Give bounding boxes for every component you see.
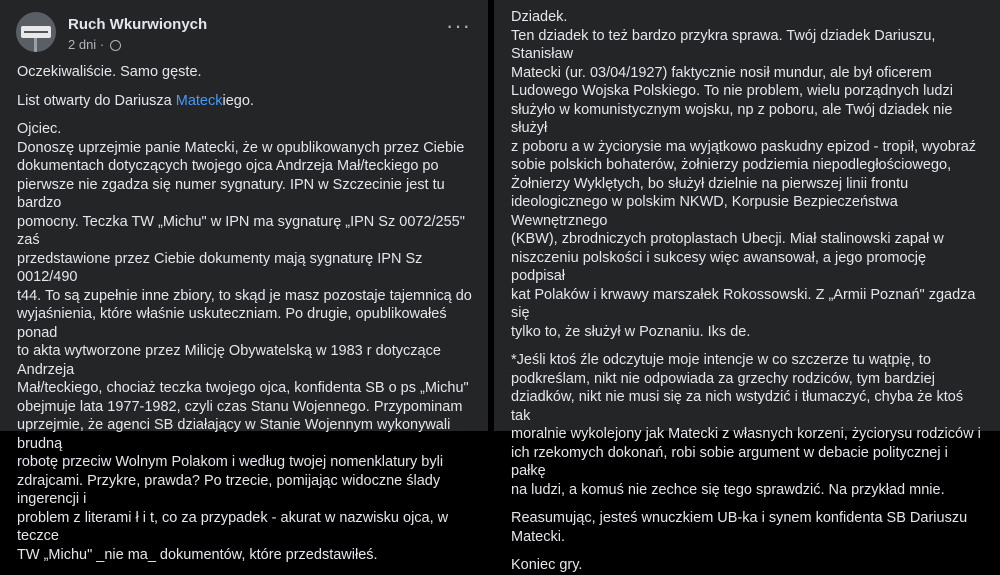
post-body-summary: Reasumując, jesteś wnuczkiem UB-ka i synem konfidenta SB Dariuszu Matecki. [511, 510, 968, 545]
post-card-left [0, 0, 488, 563]
post-body-disclaimer: *Jeśli ktoś źle odczytuje moje intencje w co szczerze tu wątpię, to podkreślam, nikt nie odpowiada za grzechy rodziców, tym bardziej dziadków, nikt nie musi się za nich wstydzić i tłumaczyć, chyba że ktoś tak moralnie wykolejony jak Matecki z własnych korzeni, życiorysu rodziców i ich rzekomych dokonań, robi sobie argument w debacie politycznej i pałkę na ludzi, a komuś nie zechce się tego sprawdzić. Na przykład mnie. [511, 352, 981, 498]
post-intro: Oczekiwaliście. Samo gęste. [17, 64, 202, 80]
post-body-ending: Koniec gry. [511, 557, 583, 573]
avatar-sign-image [21, 26, 51, 38]
avatar[interactable] [16, 12, 56, 52]
post-text-left [17, 63, 477, 564]
mention-link[interactable]: Mateck [175, 92, 223, 109]
post-body-grandfather: Dziadek. Ten dziadek to też bardzo przykra sprawa. Twój dziadek Dariuszu, Stanisław Matecki (ur. 03/04/1927) faktycznie nosił mundur, ale był oficerem Ludowego Wojska Polskiego. To nie problem, wielu porządnych ludzi służyło w komunistycznym wojsku, np z poboru, ale Twój dziadek nie służył z poboru a w życiorysie ma wyjątkowo paskudny epizod - tropił, wyobraź sobie polskich bohaterów, żołnierzy podziemia niepodległościowego, Żołnierzy Wyklętych, bo służył dzielnie na pierwszej linii frontu ideologicznego w polskim NKWD, Korpusie Bezpieczeństwa Wewnętrznego (KBW), zbrodniczych protoplastach Ubecji. Miał stalinowski zapał w niszczeniu polskości i sukcesy więc awansował, a jego promocję podpisał kat Polaków i krwawy marszałek Rokossowski. Z „Armii Poznań" zgadza się tylko to, że służył w Poznaniu. Iks de. [511, 9, 977, 340]
author-name[interactable]: Ruch Wkurwionych [68, 16, 208, 33]
more-options-button[interactable] [446, 13, 471, 38]
post-card-right [494, 0, 1000, 573]
globe-icon [110, 40, 121, 51]
post-timestamp[interactable]: 2 dni [68, 37, 97, 52]
ellipsis-icon: ··· [446, 13, 471, 38]
meta-separator: · [99, 37, 105, 52]
post-body-father: Ojciec. Donoszę uprzejmie panie Matecki, że w opublikowanych przez Ciebie dokumentach dotyczących twojego ojca Andrzeja Mał/teckiego po pierwsze nie zgadza się numer sygnatury. IPN w Szczecinie jest tu bardzo pomocny. Teczka TW „Michu" w IPN ma sygnaturę „IPN Sz 0072/255" zaś przedstawione przez Ciebie dokumenty mają sygnaturę IPN Sz 0012/490 t44. To są zupełnie inne zbiory, to skąd je masz pozostaje tajemnicą do wyjaśnienia, które właśnie uskuteczniam. Po drugie, opublikowałeś ponad to akta wytworzone przez Milicję Obywatelską w 1983 r dotyczące Andrzeja Mał/teckiego, chociaż teczka twojego ojca, konfidenta SB o ps „Michu" obejmuje lata 1977-1982, czyli czas Stanu Wojennego. Przypominam uprzejmie, że agenci SB działający w Stanie Wojennym wykonywali brudną robotę przeciw Wolnym Polakom i według twojej nomenklatury byli zdrajcami. Przykre, prawda? Po trzecie, pomijając widoczne ślady ingerencji i problem z literami ł i t, co za przypadek - akurat w nazwisku ojca, w teczce TW „Michu" _nie ma_ dokumentów, które przedstawiłeś. [17, 121, 472, 563]
letter-title-prefix: List otwarty do Dariusza [17, 92, 176, 109]
letter-title-suffix: iego. [222, 92, 254, 109]
avatar-pole-image [34, 38, 37, 52]
letter-title [17, 92, 477, 111]
post-text-right [511, 8, 981, 575]
post-meta [68, 37, 121, 52]
